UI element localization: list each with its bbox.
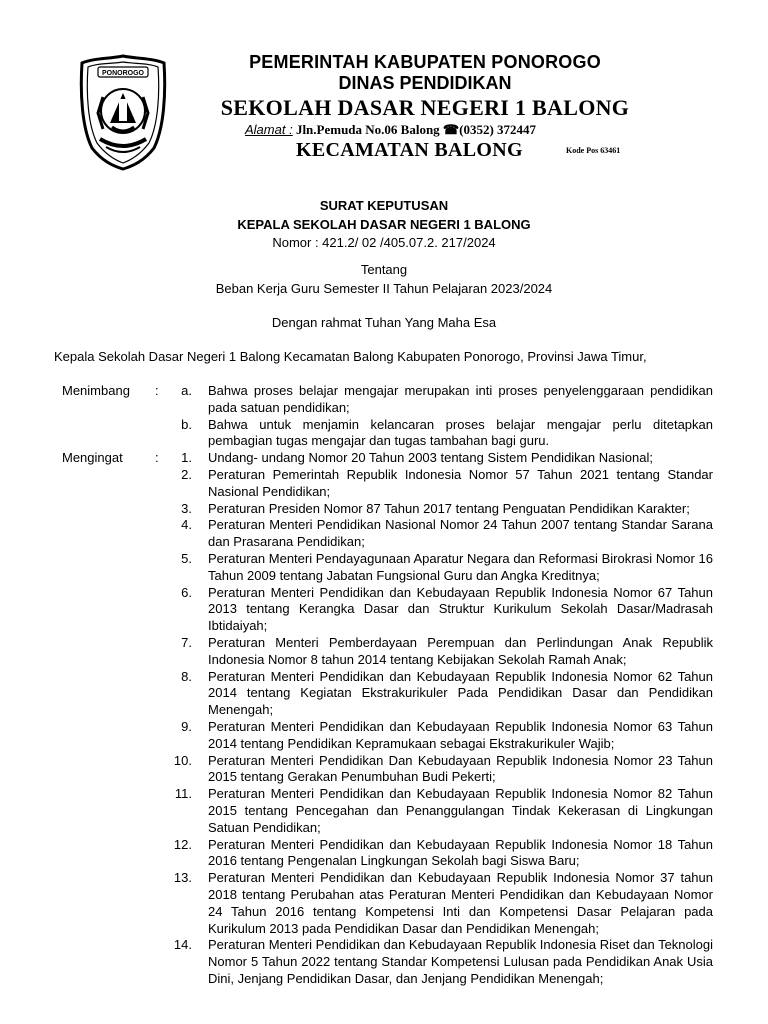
item-marker: 12. bbox=[173, 836, 192, 852]
list-item bbox=[0, 417, 768, 451]
item-marker: a. bbox=[181, 383, 192, 398]
item-text: Bahwa proses belajar mengajar merupakan inti proses penyelenggaraan pendidikan pada satuan pendidikan; bbox=[208, 383, 713, 415]
list-item bbox=[0, 450, 768, 467]
item-text: Undang- undang Nomor 20 Tahun 2003 tentang Sistem Pendidikan Nasional; bbox=[208, 450, 653, 466]
about-label: Tentang bbox=[360, 262, 408, 277]
item-text: Bahwa untuk menjamin kelancaran proses belajar mengajar perlu ditetapkan pembagian tugas mengajar dan tugas tambahan bagi guru. bbox=[208, 416, 713, 449]
address-text: Jln.Pemuda No.06 Balong ☎(0352) 372447 bbox=[292, 122, 537, 137]
item-text: Peraturan Pemerintah Republik Indonesia Nomor 57 Tahun 2021 tentang Standar Nasional Pendidikan; bbox=[208, 466, 713, 499]
item-marker: 13. bbox=[173, 870, 192, 886]
item-marker: 4. bbox=[181, 517, 192, 533]
item-marker: 5. bbox=[181, 550, 192, 566]
section-label-mengingat: Mengingat bbox=[62, 450, 123, 466]
item-text: Peraturan Menteri Pendidikan dan Kebudayaan Republik Indonesia Nomor 63 Tahun 2014 tentang Pendidikan Kepramukaan sebagai Ekstrakurikuler Wajib; bbox=[208, 718, 713, 751]
decree-title: SURAT KEPUTUSAN bbox=[319, 198, 449, 213]
letterhead-school: SEKOLAH DASAR NEGERI 1 BALONG bbox=[220, 95, 630, 120]
list-item bbox=[0, 383, 768, 417]
item-marker: 9. bbox=[181, 718, 192, 734]
logo-text: PONOROGO bbox=[101, 70, 145, 77]
list-item bbox=[0, 786, 768, 836]
item-marker: 14. bbox=[173, 937, 192, 953]
list-item bbox=[0, 635, 768, 669]
blessing-line: Dengan rahmat Tuhan Yang Maha Esa bbox=[271, 315, 497, 330]
preamble: Kepala Sekolah Dasar Negeri 1 Balong Kecamatan Balong Kabupaten Ponorogo, Provinsi Jawa Timur, bbox=[54, 349, 647, 364]
item-text: Peraturan Menteri Pendidikan dan Kebudayaan Republik Indonesia Nomor 82 Tahun 2015 tentang Pencegahan dan Penanggulangan Tindak Kekerasan di Lingkungan Satuan Pendidikan; bbox=[208, 786, 713, 835]
item-marker: 1. bbox=[181, 450, 192, 466]
item-text: Peraturan Menteri Pendidikan Dan Kebudayaan Republik Indonesia Nomor 23 Tahun 2015 tentang Gerakan Penumbuhan Budi Pekerti; bbox=[208, 752, 713, 785]
list-item bbox=[0, 501, 768, 518]
item-text: Peraturan Menteri Pendidikan dan Kebudayaan Republik Indonesia Nomor 67 Tahun 2013 tentang Kerangka Dasar dan Struktur Kurikulum Sekolah Dasar/Madrasah Ibtidaiyah; bbox=[208, 584, 713, 634]
postal-code: Kode Pos 63461 bbox=[566, 146, 621, 155]
item-marker: 11. bbox=[174, 786, 192, 802]
section-colon: : bbox=[155, 450, 159, 466]
item-text: Peraturan Presiden Nomor 87 Tahun 2017 tentang Penguatan Pendidikan Karakter; bbox=[208, 500, 690, 516]
list-item bbox=[0, 870, 768, 937]
letterhead-government: PEMERINTAH KABUPATEN PONOROGO bbox=[249, 52, 601, 72]
list-item bbox=[0, 669, 768, 719]
letterhead-department: DINAS PENDIDIKAN bbox=[338, 73, 512, 93]
section-colon: : bbox=[155, 383, 159, 398]
list-item bbox=[0, 585, 768, 635]
item-marker: 8. bbox=[181, 668, 192, 684]
list-item bbox=[0, 719, 768, 753]
list-item bbox=[0, 937, 768, 987]
decree-body bbox=[0, 383, 768, 988]
section-label-menimbang: Menimbang bbox=[62, 383, 130, 398]
list-item bbox=[0, 753, 768, 787]
list-item bbox=[0, 837, 768, 871]
decree-subject: Beban Kerja Guru Semester II Tahun Pelajaran 2023/2024 bbox=[215, 281, 553, 296]
decree-issuer: KEPALA SEKOLAH DASAR NEGERI 1 BALONG bbox=[237, 217, 531, 232]
letterhead-address bbox=[245, 122, 536, 138]
item-text: Peraturan Menteri Pendidikan dan Kebudayaan Republik Indonesia Nomor 18 Tahun 2016 tentang Pengenalan Lingkungan Sekolah bagi Siswa Baru; bbox=[208, 836, 713, 869]
list-item bbox=[0, 551, 768, 585]
item-text: Peraturan Menteri Pendidikan dan Kebudayaan Republik Indonesia Riset dan Teknologi Nomor 5 Tahun 2022 tentang Standar Kompetensi Lulusan pada Pendidikan Anak Usia Dini, Jenjang Pendidikan Dasar, dan Jenjang Pendidikan Menengah; bbox=[208, 937, 713, 986]
item-text: Peraturan Menteri Pendidikan dan Kebudayaan Republik Indonesia Nomor 37 tahun 2018 tentang Perubahan atas Peraturan Menteri Pendidikan dan Kebudayaan Nomor 24 Tahun 2016 tentang Kompetensi Inti dan Kompetensi Dasar Pelajaran pada Kurikulum 2013 pada Pendidikan Dasar dan Pendidikan Menengah; bbox=[208, 870, 713, 936]
item-text: Peraturan Menteri Pendidikan Nasional Nomor 24 Tahun 2007 tentang Standar Sarana dan Prasarana Pendidikan; bbox=[208, 517, 713, 550]
item-marker: 3. bbox=[181, 500, 192, 516]
decree-number: Nomor : 421.2/ 02 /405.07.2. 217/2024 bbox=[272, 235, 496, 250]
item-marker: 6. bbox=[181, 584, 192, 600]
letterhead-district: KECAMATAN BALONG bbox=[296, 139, 523, 161]
item-marker: 10. bbox=[173, 752, 192, 768]
item-text: Peraturan Menteri Pemberdayaan Perempuan dan Perlindungan Anak Republik Indonesia Nomor 8 tahun 2014 tentang Kebijakan Sekolah Ramah Anak; bbox=[208, 634, 713, 667]
item-text: Peraturan Menteri Pendayagunaan Aparatur Negara dan Reformasi Birokrasi Nomor 16 Tahun 2009 tentang Jabatan Fungsional Guru dan Angka Kreditnya; bbox=[208, 550, 713, 583]
list-item bbox=[0, 467, 768, 501]
item-marker: b. bbox=[181, 416, 192, 432]
item-marker: 7. bbox=[181, 634, 192, 650]
ponorogo-emblem-icon bbox=[78, 53, 168, 171]
item-text: Peraturan Menteri Pendidikan dan Kebudayaan Republik Indonesia Nomor 62 Tahun 2014 tentang Kegiatan Ekstrakurikuler Pada Pendidikan Dasar dan Pendidikan Menengah; bbox=[208, 668, 713, 718]
item-marker: 2. bbox=[181, 466, 192, 482]
list-item bbox=[0, 517, 768, 551]
address-label: Alamat : bbox=[245, 122, 293, 137]
